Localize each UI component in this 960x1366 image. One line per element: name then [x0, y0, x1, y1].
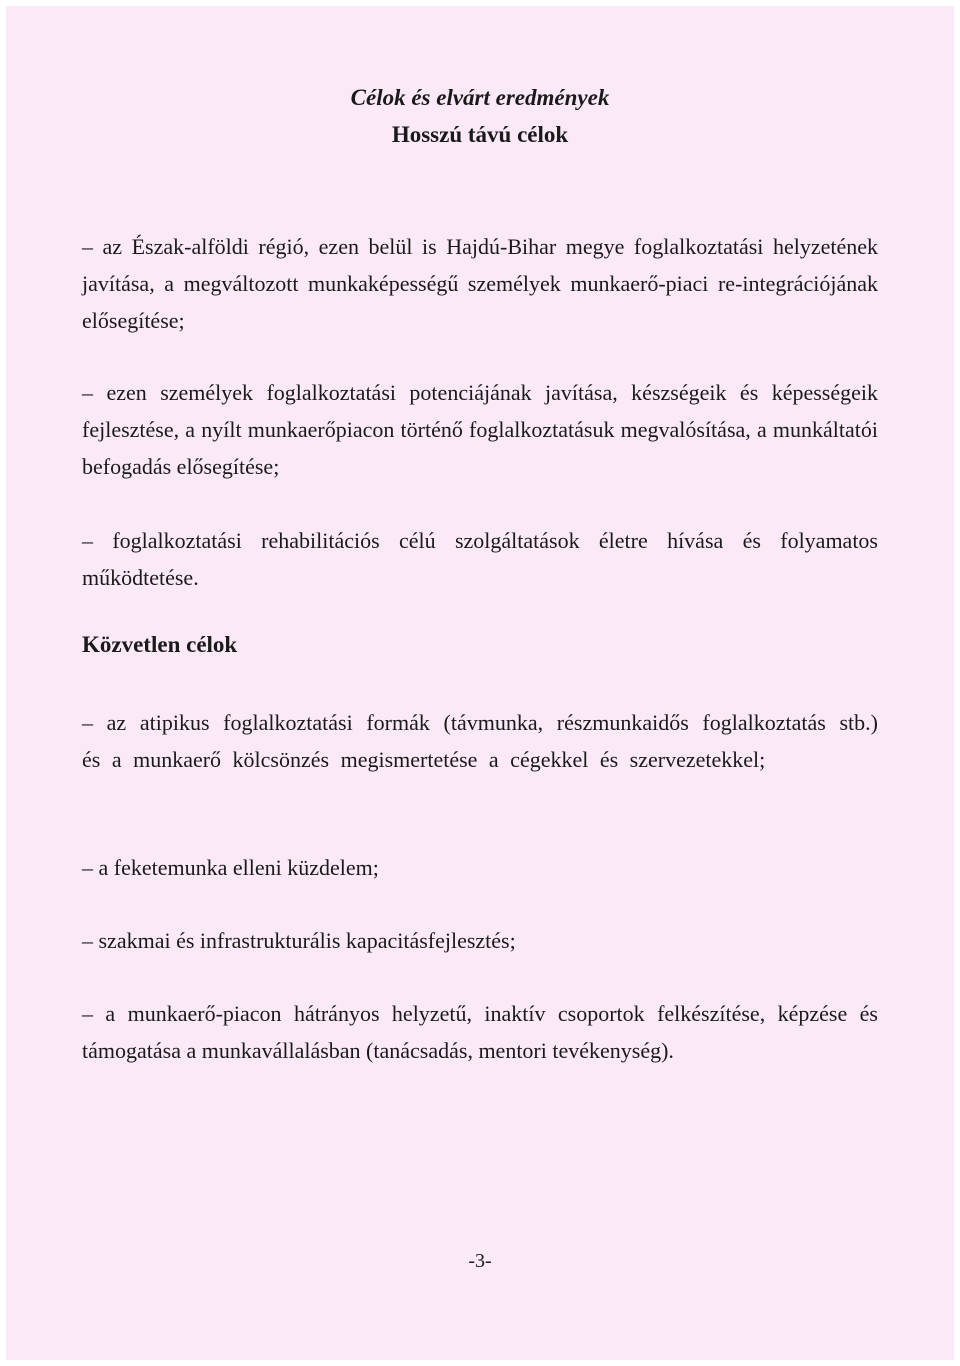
- document-page: [6, 6, 954, 1360]
- long-term-goal-item: – ezen személyek foglalkoztatási potenciájának javítása, készségeik és képességeik fejlesztése, a nyílt munkaerőpiacon történő foglalkoztatásuk megvalósítása, a munkáltatói befogadás elősegítése;: [82, 380, 878, 479]
- page-number: -3-: [468, 1250, 492, 1272]
- long-term-goal-item: – foglalkoztatási rehabilitációs célú szolgáltatások életre hívása és folyamatos működtetése.: [82, 528, 878, 590]
- section-title-long-term-goals: Hosszú távú célok: [391, 122, 569, 147]
- direct-goal-item: – szakmai és infrastrukturális kapacitásfejlesztés;: [82, 928, 516, 953]
- long-term-goal-item: – az Észak-alföldi régió, ezen belül is Hajdú-Bihar megye foglalkoztatási helyzetének javítása, a megváltozott munkaképességű személyek munkaerő-piaci re-integrációjának elősegítése;: [82, 234, 878, 333]
- direct-goal-item: – a munkaerő-piacon hátrányos helyzetű, inaktív csoportok felkészítése, képzése és támogatása a munkavállalásban (tanácsadás, mentori tevékenység).: [82, 1001, 878, 1063]
- section-title-direct-goals: Közvetlen célok: [82, 632, 238, 657]
- document-title: Célok és elvárt eredmények: [350, 85, 610, 110]
- direct-goal-item: – az atipikus foglalkoztatási formák (távmunka, részmunkaidős foglalkoztatás stb.) és a munkaerő kölcsönzés megismertetése a cégekkel és szervezetekkel;: [82, 710, 878, 772]
- direct-goal-item: – a feketemunka elleni küzdelem;: [82, 855, 379, 880]
